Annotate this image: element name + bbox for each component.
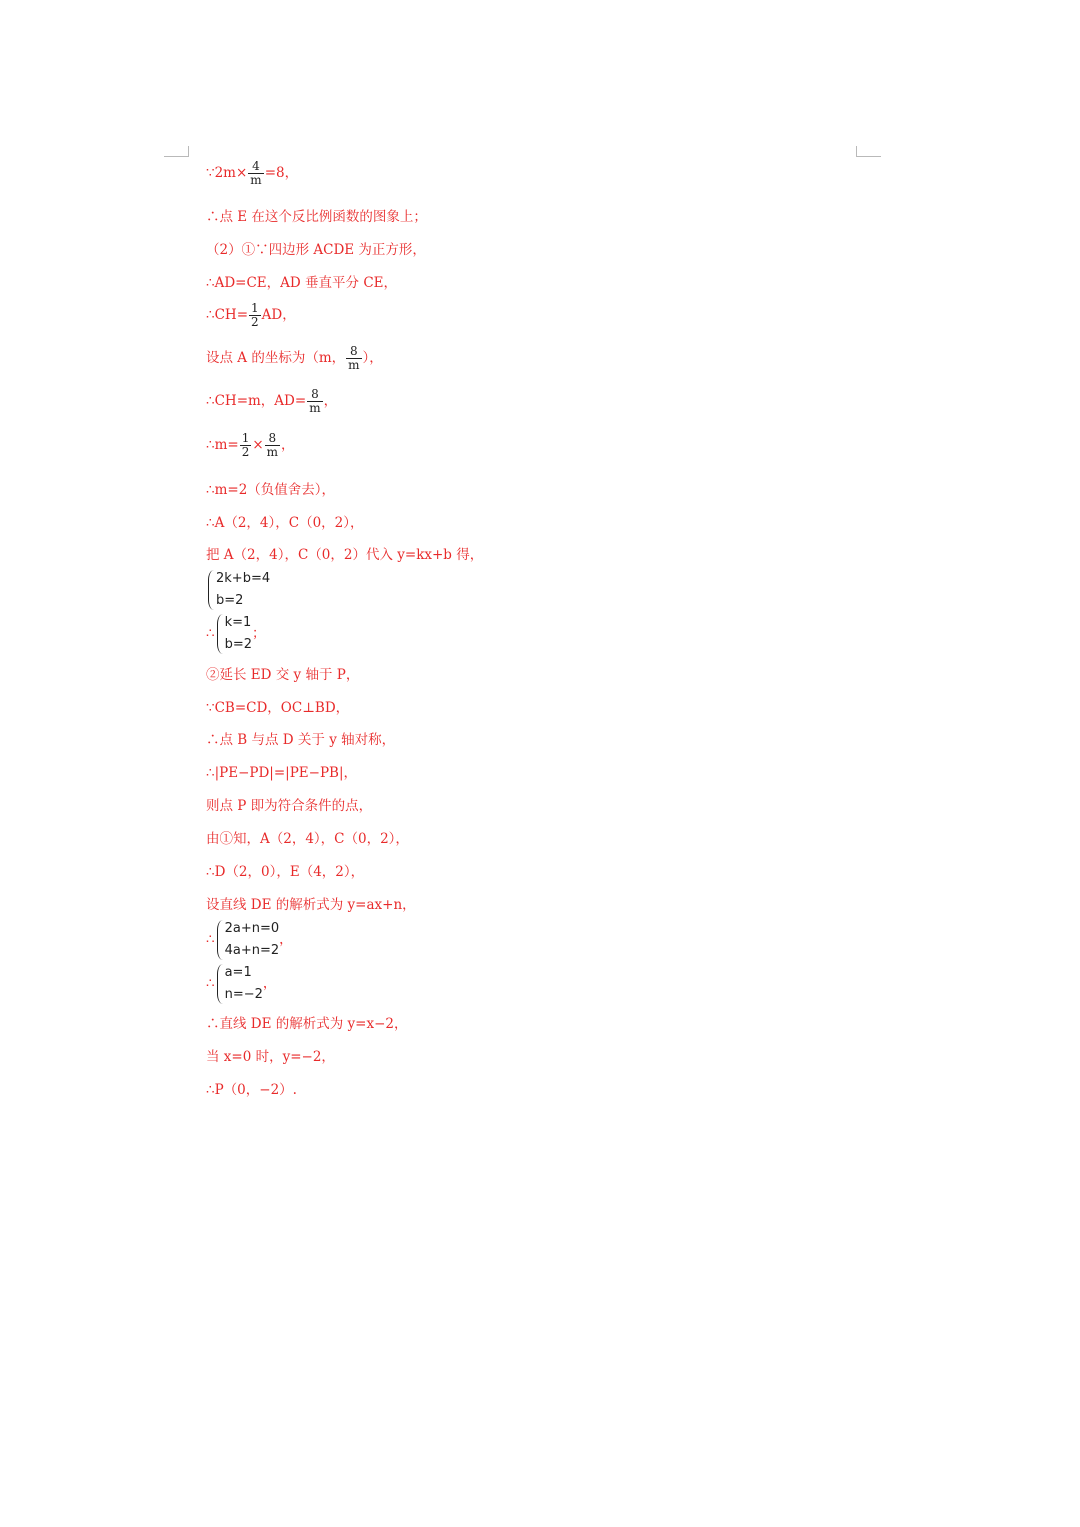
line-15: ∵CB=CD，OC⊥BD，	[206, 700, 350, 716]
denominator: m	[266, 445, 279, 459]
equation: 4a+n=2	[224, 943, 280, 958]
line-20: ∴D（2，0），E（4，2），	[206, 864, 365, 880]
line-18: 则点 P 即为符合条件的点，	[206, 798, 373, 814]
denominator: 2	[241, 445, 250, 459]
line-14: ②延长 ED 交 y 轴于 P，	[206, 667, 360, 683]
numerator: 8	[346, 345, 361, 359]
fraction	[240, 432, 252, 459]
therefore-sign: ∴	[206, 975, 215, 992]
line-8	[206, 432, 295, 459]
equation: 2a+n=0	[224, 921, 280, 936]
line-5	[206, 302, 296, 329]
line-23-system	[206, 962, 276, 1006]
text: ；	[252, 625, 266, 642]
line-26: ∴P（0，−2）.	[206, 1082, 297, 1098]
denominator: 2	[251, 315, 259, 329]
denominator: m	[348, 358, 360, 372]
line-11: 把 A（2，4），C（0，2）代入 y=kx+b 得，	[206, 547, 484, 563]
line-2: ∴点 E 在这个反比例函数的图象上；	[206, 209, 427, 225]
equation: b=2	[224, 637, 253, 652]
therefore-sign: ∴	[206, 625, 215, 642]
text: ∴CH=	[206, 307, 249, 323]
fraction	[249, 302, 261, 329]
equation: a=1	[224, 965, 252, 980]
line-21: 设直线 DE 的解析式为 y=ax+n，	[206, 897, 416, 913]
equation-system	[215, 918, 280, 962]
text: ），	[362, 350, 383, 366]
text: 设点 A 的坐标为（m，	[206, 350, 346, 366]
denominator: m	[250, 173, 262, 187]
equation: 2k+b=4	[216, 571, 271, 586]
line-1	[206, 160, 298, 187]
line-16: ∴点 B 与点 D 关于 y 轴对称，	[206, 732, 396, 748]
equation-system	[215, 612, 252, 656]
equation-system	[206, 568, 270, 612]
line-7	[206, 388, 337, 415]
therefore-sign: ∴	[206, 931, 215, 948]
numerator: 1	[241, 431, 250, 445]
text: ，	[279, 931, 293, 948]
line-17: ∴|PE−PD|=|PE−PB|，	[206, 765, 358, 781]
numerator: 1	[251, 301, 259, 315]
times-sign: ×	[252, 437, 264, 453]
fraction	[248, 160, 263, 187]
numerator: 8	[307, 388, 322, 402]
equation-system	[215, 962, 263, 1006]
equation: k=1	[224, 615, 252, 630]
line-10: ∴A（2，4），C（0，2），	[206, 515, 364, 531]
line-4: ∴AD=CE，AD 垂直平分 CE，	[206, 275, 397, 291]
line-22-system	[206, 918, 293, 962]
text: =8，	[264, 165, 299, 181]
fraction	[307, 388, 322, 415]
text: ，	[323, 393, 338, 409]
line-9: ∴m=2（负值舍去），	[206, 482, 336, 498]
line-12-system	[206, 568, 270, 612]
text: ，	[262, 975, 277, 992]
text: ∵2m×	[206, 165, 248, 181]
text: ，	[281, 437, 295, 453]
equation: n=−2	[224, 987, 263, 1002]
text: AD，	[261, 307, 296, 323]
text: ∴m=	[206, 437, 239, 453]
equation: b=2	[216, 593, 244, 608]
line-19: 由①知，A（2，4），C（0，2），	[206, 831, 409, 847]
fraction	[265, 432, 280, 459]
line-25: 当 x=0 时，y=−2，	[206, 1049, 335, 1065]
line-24: ∴直线 DE 的解析式为 y=x−2，	[206, 1016, 408, 1032]
line-6	[206, 345, 383, 372]
denominator: m	[309, 401, 321, 415]
line-13-system	[206, 612, 266, 656]
page-corner-mark-right	[856, 146, 881, 157]
line-3: （2）①∵四边形 ACDE 为正方形，	[206, 242, 426, 258]
text: ∴CH=m，AD=	[206, 393, 307, 409]
page-corner-mark-left	[164, 146, 189, 157]
numerator: 4	[248, 160, 263, 174]
numerator: 8	[265, 432, 280, 446]
fraction	[346, 345, 361, 372]
